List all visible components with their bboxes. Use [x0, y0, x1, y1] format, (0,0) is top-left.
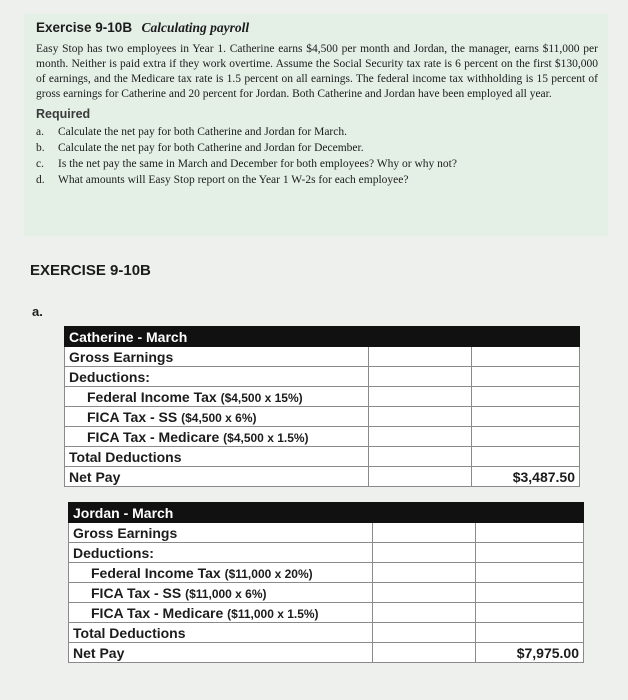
- total-deductions-label: Total Deductions: [65, 447, 369, 467]
- table-row: [65, 467, 580, 487]
- table-row: [69, 583, 584, 603]
- table-row: [65, 387, 580, 407]
- question-letter: c.: [36, 158, 44, 170]
- deductions-label: Deductions:: [65, 367, 369, 387]
- solution-part-label: a.: [32, 304, 43, 319]
- table-row: [69, 623, 584, 643]
- table-header-row: [69, 503, 584, 523]
- question-text: Calculate the net pay for both Catherine and Jordan for December.: [58, 142, 364, 154]
- federal-tax-formula: ($4,500 x 15%): [220, 390, 303, 405]
- federal-tax-formula: ($11,000 x 20%): [224, 566, 313, 581]
- fica-ss-label: FICA Tax - SS: [91, 584, 182, 601]
- catherine-march-table: [64, 326, 580, 487]
- table-header-row: [65, 327, 580, 347]
- fica-ss-formula: ($4,500 x 6%): [181, 410, 257, 425]
- table-header: Jordan - March: [69, 503, 373, 523]
- question-text: Calculate the net pay for both Catherine and Jordan for March.: [58, 126, 347, 138]
- solution-title: EXERCISE 9-10B: [30, 262, 151, 279]
- table-row: [69, 563, 584, 583]
- net-pay-value: $7,975.00: [476, 643, 584, 663]
- question-item: [36, 140, 598, 156]
- fica-medicare-formula: ($4,500 x 1.5%): [223, 430, 309, 445]
- table-header: Catherine - March: [65, 327, 369, 347]
- federal-tax-label: Federal Income Tax: [87, 388, 217, 405]
- table-row: [65, 347, 580, 367]
- question-item: [36, 172, 598, 188]
- table-row: [65, 407, 580, 427]
- fica-medicare-cell: [69, 603, 373, 623]
- question-item: [36, 124, 598, 140]
- exercise-number: Exercise 9-10B: [36, 20, 133, 35]
- fica-medicare-label: FICA Tax - Medicare: [91, 604, 224, 621]
- federal-tax-cell: [69, 563, 373, 583]
- jordan-march-table: [68, 502, 584, 663]
- question-text: Is the net pay the same in March and December for both employees? Why or why not?: [58, 158, 457, 170]
- federal-tax-cell: [65, 387, 369, 407]
- table-row: [69, 603, 584, 623]
- exercise-paragraph: Easy Stop has two employees in Year 1. Catherine earns $4,500 per month and Jordan, the manager, earns $11,000 per month. Neither is paid extra if they work overtime. Assume the Social Security tax rate is 6 percent on the first $130,000 of earnings, and the Medicare tax rate is 1.5 percent on all earnings. The federal income tax withholding is 15 percent of gross earnings for Catherine and 20 percent for Jordan. Both Catherine and Jordan have been employed all year.: [36, 43, 598, 100]
- question-text: What amounts will Easy Stop report on the Year 1 W-2s for each employee?: [58, 174, 409, 186]
- required-label: Required: [36, 107, 91, 121]
- fica-medicare-cell: [65, 427, 369, 447]
- deductions-label: Deductions:: [69, 543, 373, 563]
- exercise-title: Calculating payroll: [141, 20, 250, 35]
- fica-medicare-label: FICA Tax - Medicare: [87, 428, 220, 445]
- table-row: [69, 523, 584, 543]
- question-letter: b.: [36, 142, 45, 154]
- net-pay-label: Net Pay: [65, 467, 369, 487]
- table-row: [65, 367, 580, 387]
- problem-statement: [24, 14, 608, 236]
- fica-ss-label: FICA Tax - SS: [87, 408, 178, 425]
- fica-ss-cell: [65, 407, 369, 427]
- total-deductions-label: Total Deductions: [69, 623, 373, 643]
- table-row: [65, 447, 580, 467]
- federal-tax-label: Federal Income Tax: [91, 564, 221, 581]
- net-pay-label: Net Pay: [69, 643, 373, 663]
- table-row: [69, 643, 584, 663]
- fica-ss-formula: ($11,000 x 6%): [185, 586, 267, 601]
- fica-medicare-formula: ($11,000 x 1.5%): [227, 606, 319, 621]
- net-pay-value: $3,487.50: [472, 467, 580, 487]
- table-row: [69, 543, 584, 563]
- fica-ss-cell: [69, 583, 373, 603]
- question-item: [36, 156, 598, 172]
- question-letter: a.: [36, 126, 44, 138]
- question-letter: d.: [36, 174, 45, 186]
- table-row: [65, 427, 580, 447]
- gross-earnings-label: Gross Earnings: [69, 523, 373, 543]
- gross-earnings-label: Gross Earnings: [65, 347, 369, 367]
- exercise-heading: [36, 20, 598, 36]
